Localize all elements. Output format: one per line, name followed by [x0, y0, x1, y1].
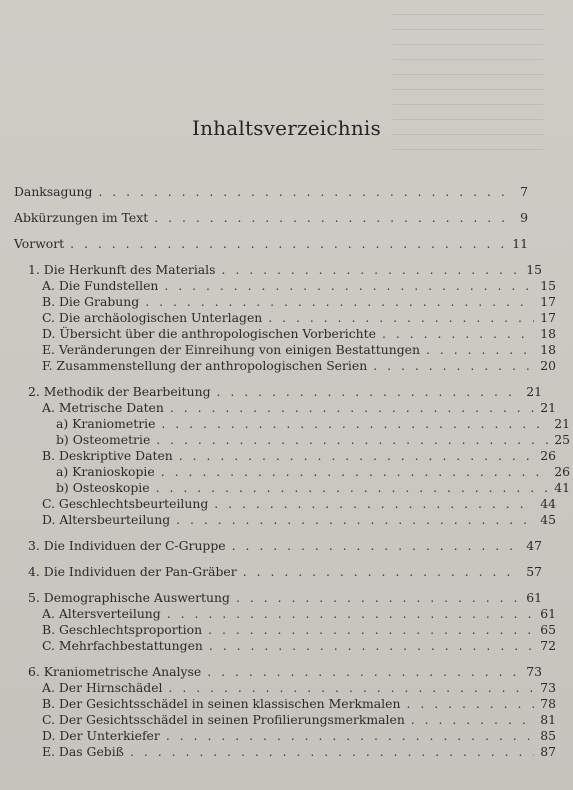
leader-dots: [406, 696, 534, 712]
toc-page: 15: [540, 278, 556, 293]
toc-label: B. Der Gesichtsschädel in seinen klassischen Merkmalen: [42, 696, 401, 711]
leader-dots: [156, 432, 548, 448]
toc-label: a) Kranioskopie: [56, 464, 155, 479]
toc-entry: [14, 294, 556, 310]
toc-entry: [14, 236, 528, 252]
show-through-text: [333, 0, 573, 200]
toc-entry: [14, 744, 556, 760]
toc-entry: [14, 728, 556, 744]
toc-page: 11: [512, 236, 528, 251]
toc-page: 21: [526, 384, 542, 399]
toc-page: 78: [540, 696, 556, 711]
toc-label: b) Osteoskopie: [56, 480, 150, 495]
toc-entry: [14, 448, 556, 464]
toc-label: B. Geschlechtsproportion: [42, 622, 203, 637]
toc-label: E. Veränderungen der Einreihung von einigen Bestattungen: [42, 342, 420, 357]
toc-page: 45: [540, 512, 556, 527]
leader-dots: [167, 606, 534, 622]
toc-page: 65: [540, 622, 556, 637]
leader-dots: [208, 622, 534, 638]
toc-page: 21: [540, 400, 556, 415]
toc-page: 57: [526, 564, 542, 579]
toc-entry: [14, 184, 528, 200]
toc-label: 2. Methodik der Bearbeitung: [28, 384, 211, 399]
toc-label: C. Der Gesichtsschädel in seinen Profilierungsmerkmalen: [42, 712, 405, 727]
toc-entry: [14, 278, 556, 294]
toc-label: A. Der Hirnschädel: [42, 680, 163, 695]
toc-entry: [14, 564, 542, 580]
toc-entry: [14, 464, 570, 480]
toc-page: 73: [540, 680, 556, 695]
toc-page: 44: [540, 496, 556, 511]
toc-page: 72: [540, 638, 556, 653]
toc-label: 5. Demographische Auswertung: [28, 590, 230, 605]
toc-label: Abkürzungen im Text: [14, 210, 149, 225]
leader-dots: [164, 278, 534, 294]
toc-entry: [14, 712, 556, 728]
toc-label: C. Mehrfachbestattungen: [42, 638, 203, 653]
toc-entry: [14, 342, 556, 358]
toc-page: 9: [520, 210, 528, 225]
toc-entry: [14, 696, 556, 712]
toc-label: 6. Kraniometrische Analyse: [28, 664, 202, 679]
toc-entry: [14, 400, 556, 416]
toc-label: b) Osteometrie: [56, 432, 151, 447]
toc-label: D. Der Unterkiefer: [42, 728, 160, 743]
toc-page: 17: [540, 294, 556, 309]
toc-entry: [14, 496, 556, 512]
leader-dots: [161, 416, 548, 432]
toc-label: D. Übersicht über die anthropologischen Vorberichte: [42, 326, 376, 341]
toc-page: 20: [540, 358, 556, 373]
toc-page: 81: [540, 712, 556, 727]
leader-dots: [232, 538, 520, 554]
leader-dots: [156, 480, 548, 496]
toc-page: 17: [540, 310, 556, 325]
toc-page: 21: [554, 416, 570, 431]
toc-page: 18: [540, 326, 556, 341]
toc-entry: [14, 638, 556, 654]
leader-dots: [166, 728, 534, 744]
toc-label: B. Die Grabung: [42, 294, 140, 309]
leader-dots: [236, 590, 520, 606]
toc-label: A. Metrische Daten: [42, 400, 164, 415]
toc-page: 73: [526, 664, 542, 679]
toc-label: A. Altersverteilung: [42, 606, 161, 621]
toc-page: 85: [540, 728, 556, 743]
toc-entry: [14, 310, 556, 326]
toc-page: 26: [554, 464, 570, 479]
toc-label: 3. Die Individuen der C-Gruppe: [28, 538, 226, 553]
leader-dots: [214, 496, 534, 512]
toc-entry: [14, 680, 556, 696]
toc-entry: [14, 538, 542, 554]
toc-entry: [14, 358, 556, 374]
toc-label: Vorwort: [14, 236, 65, 251]
toc-entry: [14, 512, 556, 528]
leader-dots: [411, 712, 534, 728]
toc-entry: [14, 664, 542, 680]
toc-label: E. Das Gebiß: [42, 744, 124, 759]
leader-dots: [207, 664, 520, 680]
leader-dots: [217, 384, 520, 400]
toc-entry: [14, 416, 570, 432]
leader-dots: [161, 464, 548, 480]
toc-label: B. Deskriptive Daten: [42, 448, 173, 463]
toc-page: 41: [554, 480, 570, 495]
toc-entry: [14, 384, 542, 400]
leader-dots: [426, 342, 534, 358]
toc-page: 18: [540, 342, 556, 357]
leader-dots: [209, 638, 534, 654]
toc-page: 61: [526, 590, 542, 605]
toc-entry: [14, 480, 570, 496]
toc-label: C. Geschlechtsbeurteilung: [42, 496, 209, 511]
toc-entry: [14, 622, 556, 638]
leader-dots: [176, 512, 534, 528]
leader-dots: [382, 326, 534, 342]
toc-page: 25: [554, 432, 570, 447]
toc-entry: [14, 432, 570, 448]
leader-dots: [243, 564, 520, 580]
toc-entry: [14, 210, 528, 226]
leader-dots: [154, 210, 506, 226]
leader-dots: [179, 448, 534, 464]
toc-page: 87: [540, 744, 556, 759]
toc-entry: [14, 590, 542, 606]
toc-label: F. Zusammenstellung der anthropologischen Serien: [42, 358, 368, 373]
toc-label: A. Die Fundstellen: [42, 278, 159, 293]
toc-page: 47: [526, 538, 542, 553]
toc-page: 26: [540, 448, 556, 463]
toc-label: C. Die archäologischen Unterlagen: [42, 310, 263, 325]
toc-entry: [14, 262, 542, 278]
leader-dots: [373, 358, 534, 374]
table-of-contents: [14, 184, 570, 760]
toc-label: Danksagung: [14, 184, 93, 199]
leader-dots: [130, 744, 534, 760]
leader-dots: [222, 262, 520, 278]
toc-page: 7: [520, 184, 528, 199]
leader-dots: [70, 236, 506, 252]
toc-label: D. Altersbeurteilung: [42, 512, 171, 527]
leader-dots: [169, 680, 534, 696]
leader-dots: [170, 400, 534, 416]
toc-page: 15: [526, 262, 542, 277]
leader-dots: [268, 310, 534, 326]
page-title: Inhaltsverzeichnis: [192, 116, 381, 140]
toc-entry: [14, 606, 556, 622]
toc-page: 61: [540, 606, 556, 621]
toc-label: 4. Die Individuen der Pan-Gräber: [28, 564, 237, 579]
toc-label: 1. Die Herkunft des Materials: [28, 262, 216, 277]
toc-entry: [14, 326, 556, 342]
toc-label: a) Kraniometrie: [56, 416, 156, 431]
leader-dots: [145, 294, 534, 310]
leader-dots: [98, 184, 506, 200]
